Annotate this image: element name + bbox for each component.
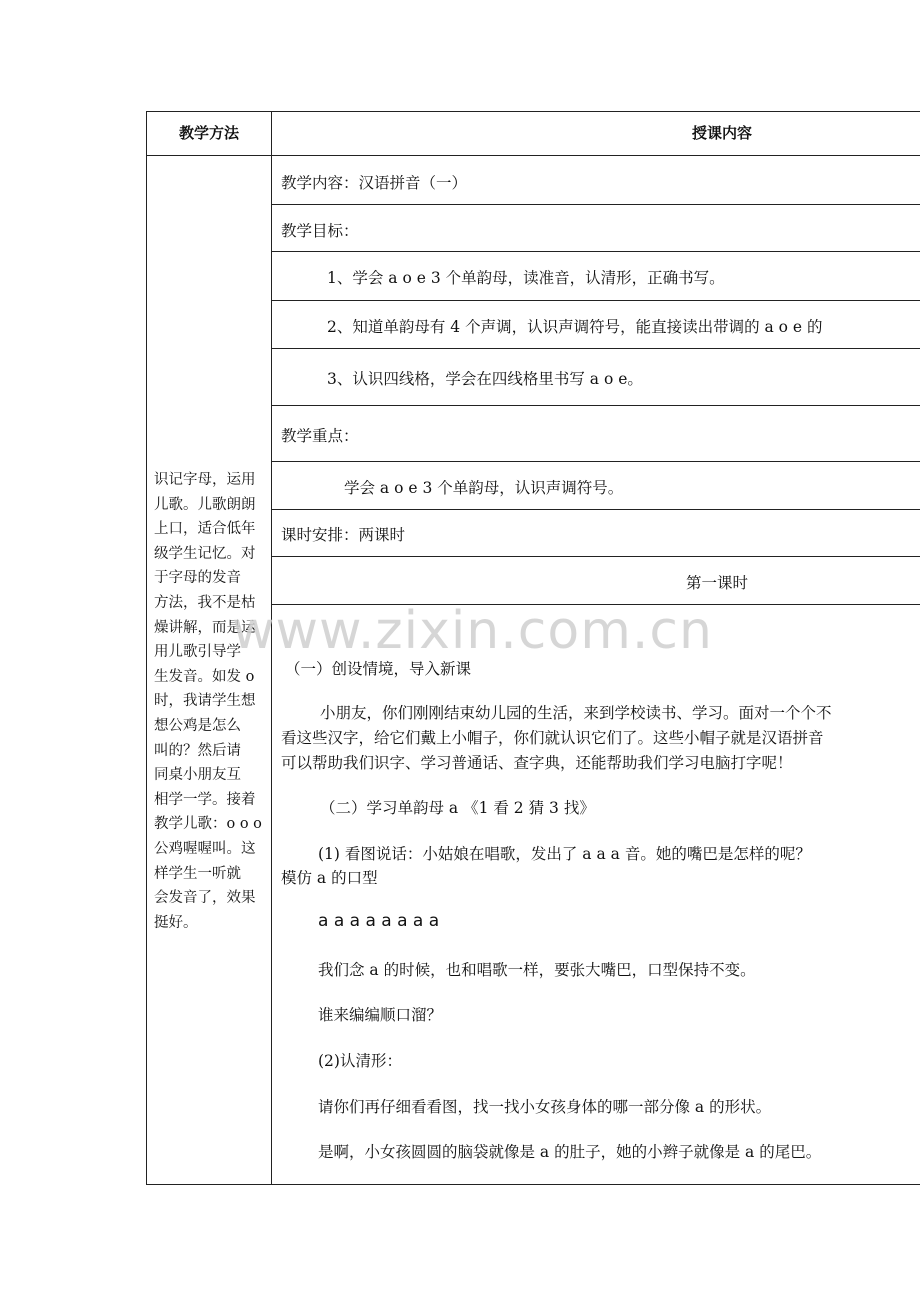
content-row: 教学内容：汉语拼音（一） [281,174,468,192]
row-divider [272,348,920,349]
method-line: 公鸡喔喔叫。这 [154,840,256,857]
row-divider [272,556,920,557]
method-line: 挺好。 [154,914,198,931]
method-line: 于字母的发音 [154,570,241,587]
paragraph-line: (1) 看图说话：小姑娘在唱歌，发出了 a a a 音。她的嘴巴是怎样的呢？ [318,845,811,863]
method-line: 相学一学。接着 [154,791,256,808]
goal-2: 2、知道单韵母有 4 个声调，认识声调符号，能直接读出带调的 a o e 的 [327,318,823,336]
goals-label: 教学目标： [281,222,359,240]
paragraph-line: 我们念 a 的时候，也和唱歌一样，要张大嘴巴，口型保持不变。 [318,961,756,979]
paragraph-line: 模仿 a 的口型 [281,869,378,887]
method-line: 生发音。如发 o [154,668,255,685]
paragraph-line: 谁来编编顺口溜？ [318,1006,443,1024]
paragraph-line: 看这些汉字，给它们戴上小帽子，你们就认识它们了。这些小帽子就是汉语拼音 [281,729,824,747]
method-line: 同桌小朋友互 [154,767,241,784]
goal-1: 1、学会 a o e 3 个单韵母，读准音，认清形，正确书写。 [327,269,725,287]
paragraph-line: 请你们再仔细看看图，找一找小女孩身体的哪一部分像 a 的形状。 [318,1098,772,1116]
row-divider [272,509,920,510]
method-line: 方法，我不是枯 [154,594,256,611]
method-line: 会发音了，效果 [154,890,256,907]
row-divider [272,405,920,406]
paragraph-line: (2)认清形： [318,1052,402,1070]
row-divider [272,461,920,462]
row-divider [272,204,920,205]
header-content: 授课内容 [691,124,752,142]
key-point-1: 学会 a o e 3 个单韵母，认识声调符号。 [344,479,624,497]
section-1-title: （一）创设情境，导入新课 [285,660,472,678]
method-line: 识记字母，运用 [154,472,256,488]
method-line: 用儿歌引导学 [154,644,241,661]
watermark: www.zixin.com.cn [232,601,713,661]
paragraph-line: 是啊，小女孩圆圆的脑袋就像是 a 的肚子，她的小辫子就像是 a 的尾巴。 [318,1143,822,1161]
section-2-title: （二）学习单韵母 a 《1 看 2 猜 3 找》 [320,799,595,817]
method-line: 儿歌。儿歌朗朗 [154,496,256,513]
lesson-title: 第一课时 [686,574,749,592]
method-line: 级学生记忆。对 [154,545,256,562]
header-method: 教学方法 [178,124,239,142]
goal-3: 3、认识四线格，学会在四线格里书写 a o e。 [327,370,643,388]
method-line: 时，我请学生想 [154,693,256,710]
method-line: 样学生一听就 [154,865,241,882]
method-line: 上口，适合低年 [154,521,256,538]
teaching-method-text [154,468,266,935]
row-divider [272,300,920,301]
a-practice-line: a a a a a a a a [318,911,440,931]
method-line: 叫的？然后请 [154,742,241,759]
schedule-row: 课时安排：两课时 [281,526,406,544]
header-divider [146,155,920,156]
method-line: 燥讲解，而是运 [154,619,256,636]
paragraph-line: 小朋友，你们刚刚结束幼儿园的生活，来到学校读书、学习。面对一个个不 [320,704,832,722]
method-line: 想公鸡是怎么 [154,717,241,734]
method-line: 教学儿歌：o o o [154,816,262,833]
row-divider [272,251,920,252]
paragraph-line: 可以帮助我们识字、学习普通话、查字典，还能帮助我们学习电脑打字呢！ [281,754,793,772]
key-points-label: 教学重点： [281,427,359,445]
